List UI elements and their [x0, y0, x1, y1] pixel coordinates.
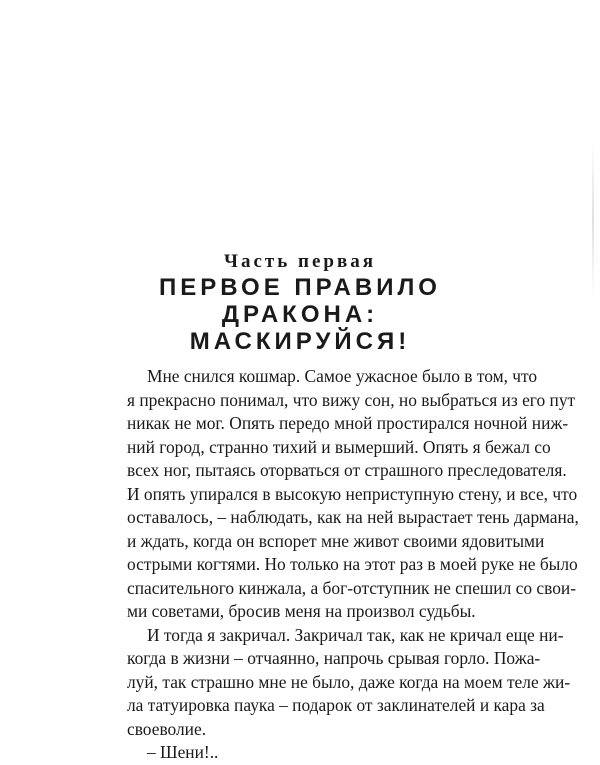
title-line-1: ПЕРВОЕ ПРАВИЛО — [159, 274, 441, 301]
text-line: спасительного кинжала, а бог-отступник не спешил со свои- — [127, 577, 577, 598]
text-line: когда в жизни – отчаянно, напрочь срывая горло. Пожа- — [127, 648, 541, 668]
text-line: оставалось, – наблюдать, как на ней вырастает тень дармана, — [127, 507, 579, 527]
part-label: Часть первая — [224, 251, 376, 272]
text-line: никак не мог. Опять передо мной простирался ночной ниж- — [127, 413, 569, 433]
title-line-3: МАСКИРУЙСЯ! — [189, 328, 411, 355]
body-text — [127, 365, 579, 765]
text-line: я прекрасно понимал, что вижу сон, но выбраться из его пут — [127, 389, 576, 410]
text-line: острыми когтями. Но только на этот раз в моей руке не было — [127, 554, 578, 574]
text-line: ний город, странно тихий и вымерший. Опять я бежал со — [127, 436, 551, 457]
text-line: И опять упирался в высокую неприступную стену, и все, что — [127, 483, 578, 504]
text-line: ми советами, бросив меня на произвол судьбы. — [127, 601, 476, 621]
text-line: своеволие. — [127, 718, 207, 739]
title-line-2: ДРАКОНА: — [221, 301, 379, 328]
text-line: луй, так страшно мне не было, даже когда на моем теле жи- — [127, 671, 571, 692]
text-line: и ждать, когда он вспорет мне живот своими ядовитыми — [127, 530, 545, 551]
chapter-heading — [0, 250, 600, 355]
text-line: Мне снился кошмар. Самое ужасное было в том, что — [147, 366, 538, 386]
text-line: ла татуировка паука – подарок от заклинателей и кара за — [127, 695, 545, 715]
text-line: И тогда я закричал. Закричал так, как не кричал еще ни- — [147, 624, 564, 645]
text-line: – Шени!.. — [147, 742, 219, 762]
text-line: всех ног, пытаясь оторваться от страшного преследователя. — [127, 460, 567, 480]
